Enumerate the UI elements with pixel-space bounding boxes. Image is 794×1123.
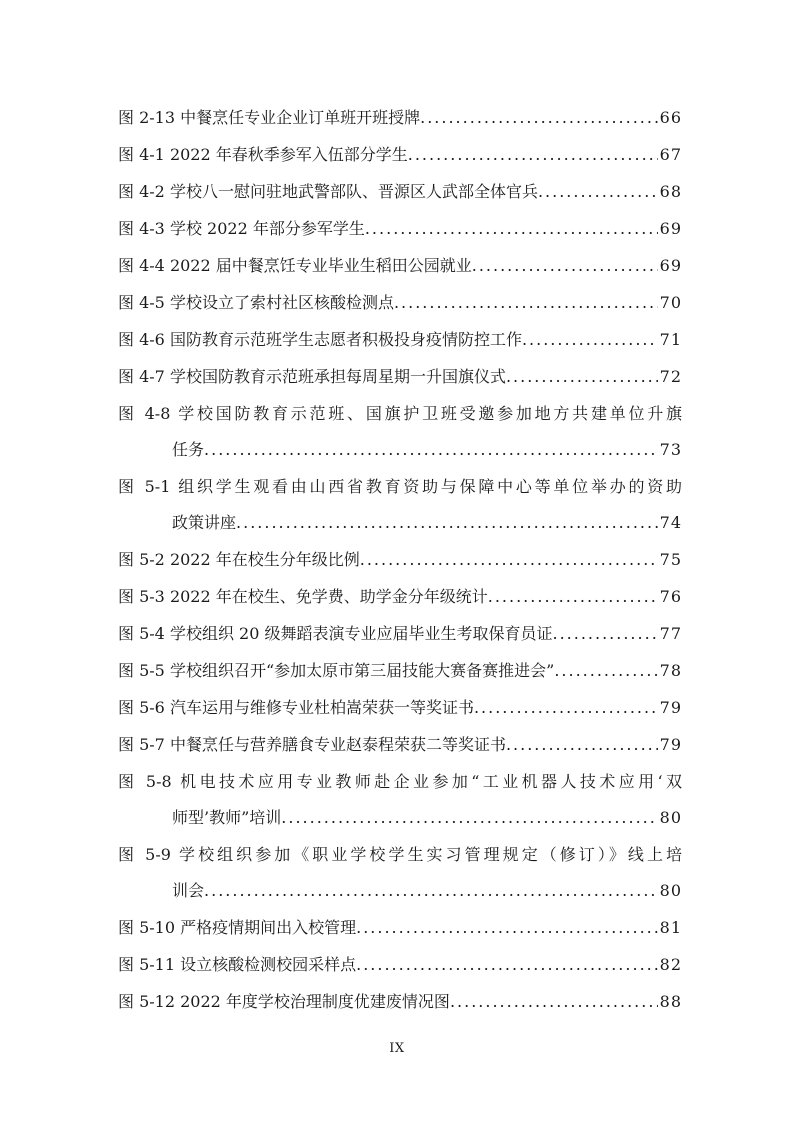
toc-entry-page: 81	[659, 918, 682, 937]
toc-entry-page: 75	[659, 550, 682, 569]
toc-entry[interactable]	[118, 988, 682, 1016]
toc-entry[interactable]	[118, 289, 682, 317]
toc-entry-label: 图 4-6 国防教育示范班学生志愿者积极投身疫情防控工作	[118, 330, 522, 349]
dot-leader	[506, 363, 658, 391]
toc-entry[interactable]	[118, 583, 682, 611]
toc-entry[interactable]	[118, 473, 682, 537]
toc-entry[interactable]	[118, 178, 682, 206]
toc-entry-label: 任务	[172, 440, 205, 459]
toc-entry-label: 政策讲座	[172, 513, 237, 532]
toc-entry-page: 78	[659, 661, 682, 680]
dot-leader	[420, 104, 658, 132]
toc-entry[interactable]	[118, 363, 682, 391]
toc-entry-page: 77	[659, 624, 682, 643]
toc-entry[interactable]	[118, 841, 682, 905]
dot-leader	[506, 731, 658, 759]
toc-entry-page: 66	[659, 108, 682, 127]
toc-entry-page: 82	[659, 955, 682, 974]
toc-entry-page: 79	[659, 698, 682, 717]
toc-entry[interactable]	[118, 400, 682, 464]
toc-entry-page: 68	[659, 182, 682, 201]
dot-leader	[474, 694, 658, 722]
toc-entry-label: 图 5-5 学校组织召开“参加太原市第三届技能大赛备赛推进会”	[118, 661, 555, 680]
dot-leader	[450, 988, 658, 1016]
dot-leader	[204, 877, 658, 905]
toc-entry-label: 图 4-3 学校 2022 年部分参军学生	[118, 219, 365, 238]
toc-entry[interactable]	[118, 326, 682, 354]
toc-entry-label: 图 5-7 中餐烹任与营养膳食专业赵泰程荣获二等奖证书	[118, 735, 506, 754]
dot-leader	[365, 215, 658, 243]
toc-entry-label: 图 2-13 中餐烹任专业企业订单班开班授牌	[118, 108, 421, 127]
dot-leader	[356, 914, 658, 942]
toc-entry-page: 72	[659, 367, 682, 386]
toc-entry-page: 69	[659, 219, 682, 238]
dot-leader	[408, 141, 658, 169]
toc-entry-label: 图 4-4 2022 届中餐烹饪专业毕业生稻田公园就业	[118, 256, 472, 275]
toc-entry-page: 71	[659, 330, 682, 349]
dot-leader	[236, 509, 658, 537]
dot-leader	[356, 951, 658, 979]
toc-entry[interactable]	[118, 768, 682, 832]
toc-entry-label: 图 5-12 2022 年度学校治理制度优建废情况图	[118, 992, 450, 1011]
toc-entry-label: 图 5-2 2022 年在校生分年级比例	[118, 550, 360, 569]
toc-entry-label: 师型’教师”培训	[172, 808, 282, 827]
toc-entry[interactable]	[118, 657, 682, 685]
toc-entry-label: 训会	[172, 881, 205, 900]
dot-leader	[360, 546, 658, 574]
dot-leader	[281, 804, 657, 832]
dot-leader	[488, 583, 658, 611]
dot-leader	[552, 620, 657, 648]
table-of-figures	[118, 104, 682, 1016]
dot-leader	[522, 326, 658, 354]
toc-entry-label: 图 5-11 设立核酸检测校园采样点	[118, 955, 357, 974]
page-number: IX	[389, 1041, 405, 1056]
dot-leader	[538, 178, 658, 206]
dot-leader	[394, 289, 658, 317]
toc-entry-label: 图 4-2 学校八一慰问驻地武警部队、晋源区人武部全体官兵	[118, 182, 538, 201]
toc-entry-page: 74	[659, 513, 682, 532]
toc-entry-page: 70	[659, 293, 682, 312]
toc-entry-label: 图 4-7 学校国防教育示范班承担每周星期一升国旗仪式	[118, 367, 506, 386]
dot-leader	[472, 252, 658, 280]
toc-entry[interactable]	[118, 215, 682, 243]
dot-leader	[554, 657, 657, 685]
toc-entry-page: 80	[659, 881, 682, 900]
dot-leader	[204, 436, 658, 464]
toc-entry-label: 图 5-10 严格疫情期间出入校管理	[118, 918, 357, 937]
toc-entry[interactable]	[118, 951, 682, 979]
toc-entry-label: 图 4-5 学校设立了索村社区核酸检测点	[118, 293, 394, 312]
toc-entry[interactable]	[118, 694, 682, 722]
toc-entry-page: 88	[659, 992, 682, 1011]
toc-entry[interactable]	[118, 546, 682, 574]
toc-entry-label: 图 5-4 学校组织 20 级舞蹈表演专业应届毕业生考取保育员证	[118, 624, 553, 643]
toc-entry-page: 80	[659, 808, 682, 827]
toc-entry-page: 76	[659, 587, 682, 606]
toc-entry[interactable]	[118, 252, 682, 280]
toc-entry-label: 图 5-3 2022 年在校生、免学费、助学金分年级统计	[118, 587, 488, 606]
toc-entry[interactable]	[118, 731, 682, 759]
toc-entry-page: 79	[659, 735, 682, 754]
toc-entry-page: 69	[659, 256, 682, 275]
toc-entry[interactable]	[118, 141, 682, 169]
toc-entry[interactable]	[118, 914, 682, 942]
toc-entry-label-line1: 图 5-1 组织学生观看由山西省教育资助与保障中心等单位举办的资助	[118, 477, 682, 496]
toc-entry-page: 73	[659, 440, 682, 459]
toc-entry[interactable]	[118, 104, 682, 132]
toc-entry-label: 图 4-1 2022 年春秋季参军入伍部分学生	[118, 145, 408, 164]
toc-entry-page: 67	[659, 145, 682, 164]
toc-entry-label-line1: 图 5-9 学校组织参加《职业学校学生实习管理规定（修订）》线上培	[118, 845, 682, 864]
toc-entry[interactable]	[118, 620, 682, 648]
toc-entry-label-line1: 图 5-8 机电技术应用专业教师赴企业参加“工业机器人技术应用‘双	[118, 772, 682, 791]
toc-entry-label: 图 5-6 汽车运用与维修专业杜柏嵩荣获一等奖证书	[118, 698, 474, 717]
toc-entry-label-line1: 图 4-8 学校国防教育示范班、国旗护卫班受邀参加地方共建单位升旗	[118, 404, 682, 423]
